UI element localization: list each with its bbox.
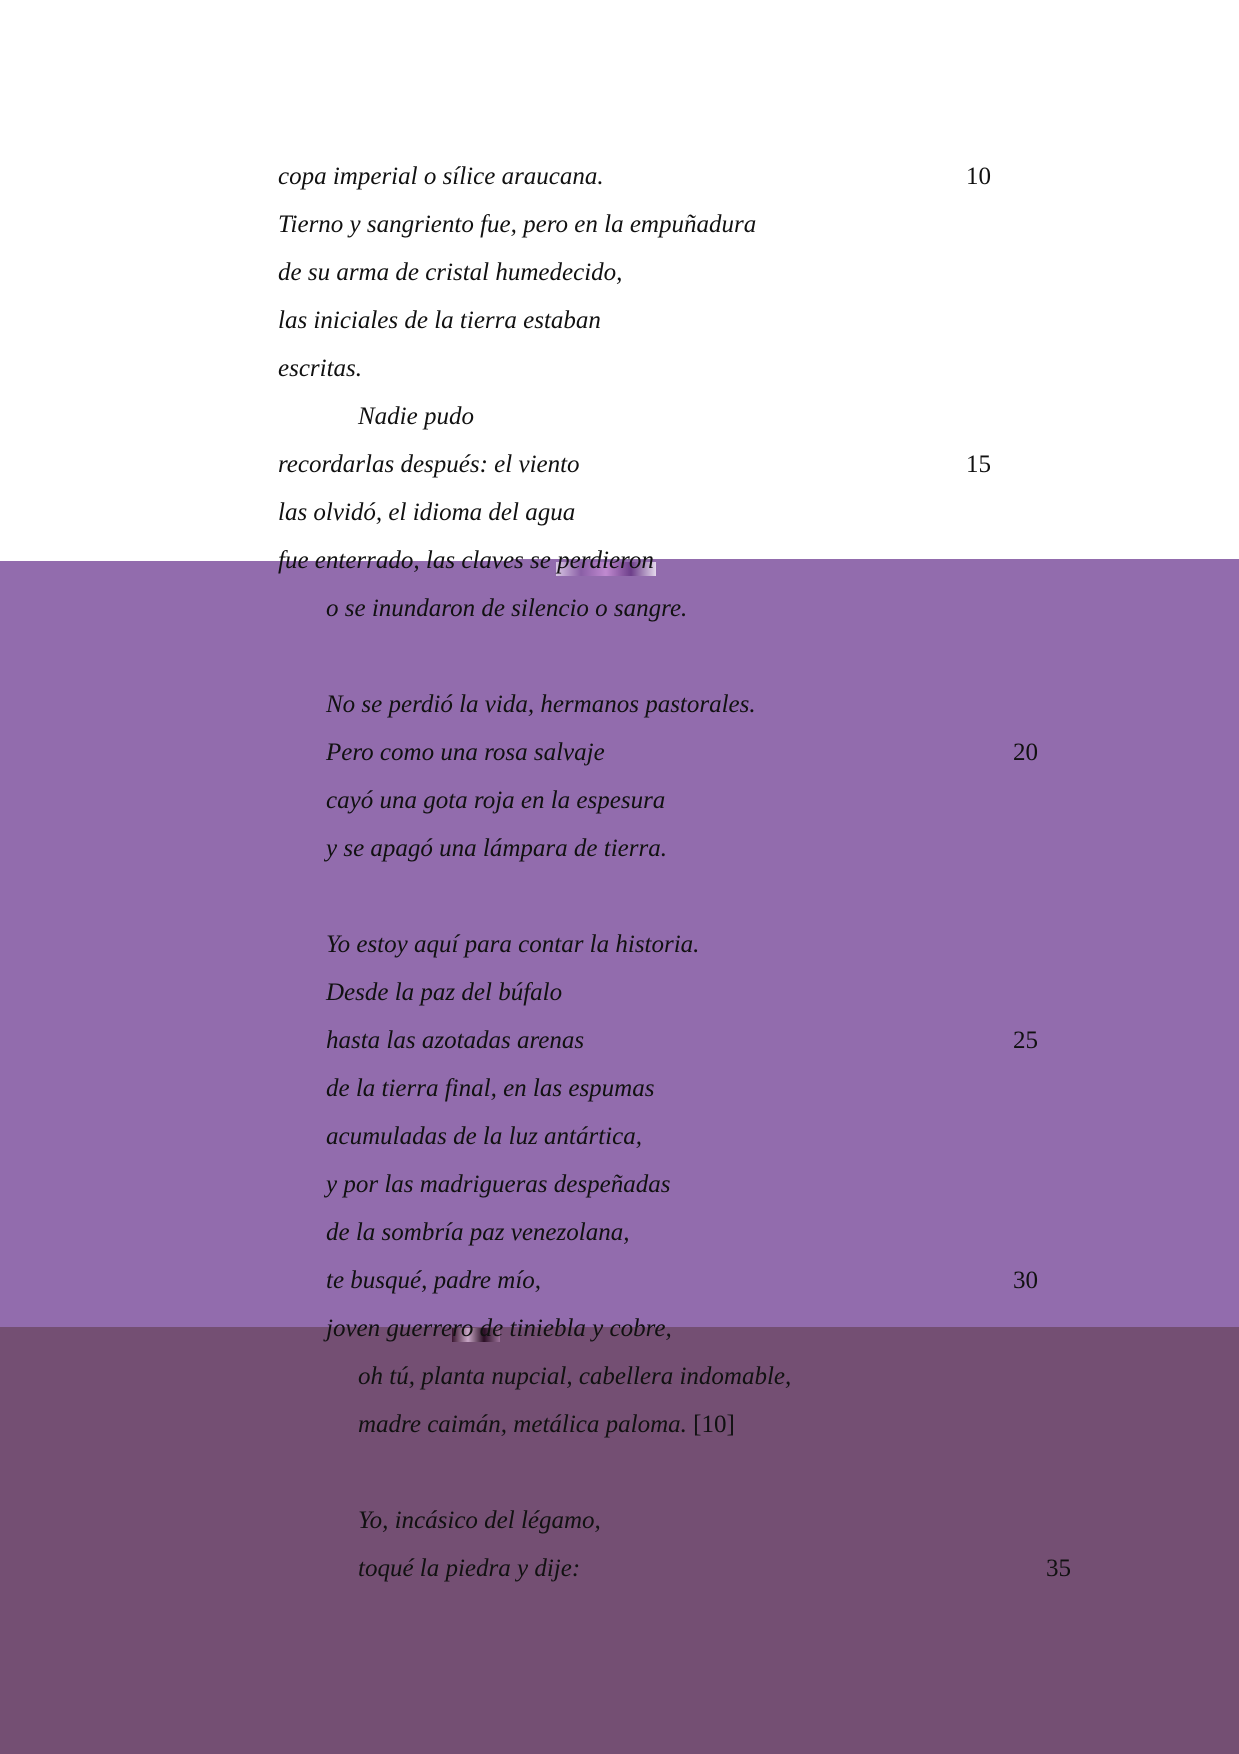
poem-line: las olvidó, el idioma del agua [278,499,576,526]
poem-line: toqué la piedra y dije: [358,1555,581,1582]
line-number: 30 [1013,1267,1038,1294]
poem-line-text: madre caimán, metálica paloma. [358,1411,687,1438]
poem-line: Pero como una rosa salvaje [326,739,605,766]
poem-line: joven guerrero de tiniebla y cobre, [326,1315,672,1342]
poem-line: de la tierra final, en las espumas [326,1075,655,1102]
poem-line: y se apagó una lámpara de tierra. [326,835,667,862]
poem-line: Nadie pudo [358,403,474,430]
line-number: 35 [1046,1555,1071,1582]
poem-line: Desde la paz del búfalo [326,979,563,1006]
line-number: 10 [966,163,991,190]
poem-line: de la sombría paz venezolana, [326,1219,630,1246]
poem-line: fue enterrado, las claves se perdieron [278,547,654,574]
poem-line: Yo, incásico del légamo, [358,1507,601,1534]
poem-line: oh tú, planta nupcial, cabellera indomable, [358,1363,792,1390]
poem-line: de su arma de cristal humedecido, [278,259,623,286]
poem-line: hasta las azotadas arenas [326,1027,585,1054]
poem-line: te busqué, padre mío, [326,1267,542,1294]
poem-line: acumuladas de la luz antártica, [326,1123,642,1150]
poem-line: escritas. [278,355,363,382]
poem-line-with-note [358,1410,735,1440]
poem-line: cayó una gota roja en la espesura [326,787,666,814]
poem-line: No se perdió la vida, hermanos pastorales. [326,691,756,718]
poem-line: Yo estoy aquí para contar la historia. [326,931,700,958]
poem-line: o se inundaron de silencio o sangre. [326,595,688,622]
poem-line: las iniciales de la tierra estaban [278,307,601,334]
poem-line: copa imperial o sílice araucana. [278,163,604,190]
poem-line: Tierno y sangriento fue, pero en la empuñadura [278,211,757,238]
line-number: 15 [966,451,991,478]
line-number: 25 [1013,1027,1038,1054]
poem-line: recordarlas después: el viento [278,451,580,478]
footnote-link[interactable]: [10] [693,1411,735,1438]
poem-line: y por las madrigueras despeñadas [326,1171,671,1198]
line-number: 20 [1013,739,1038,766]
